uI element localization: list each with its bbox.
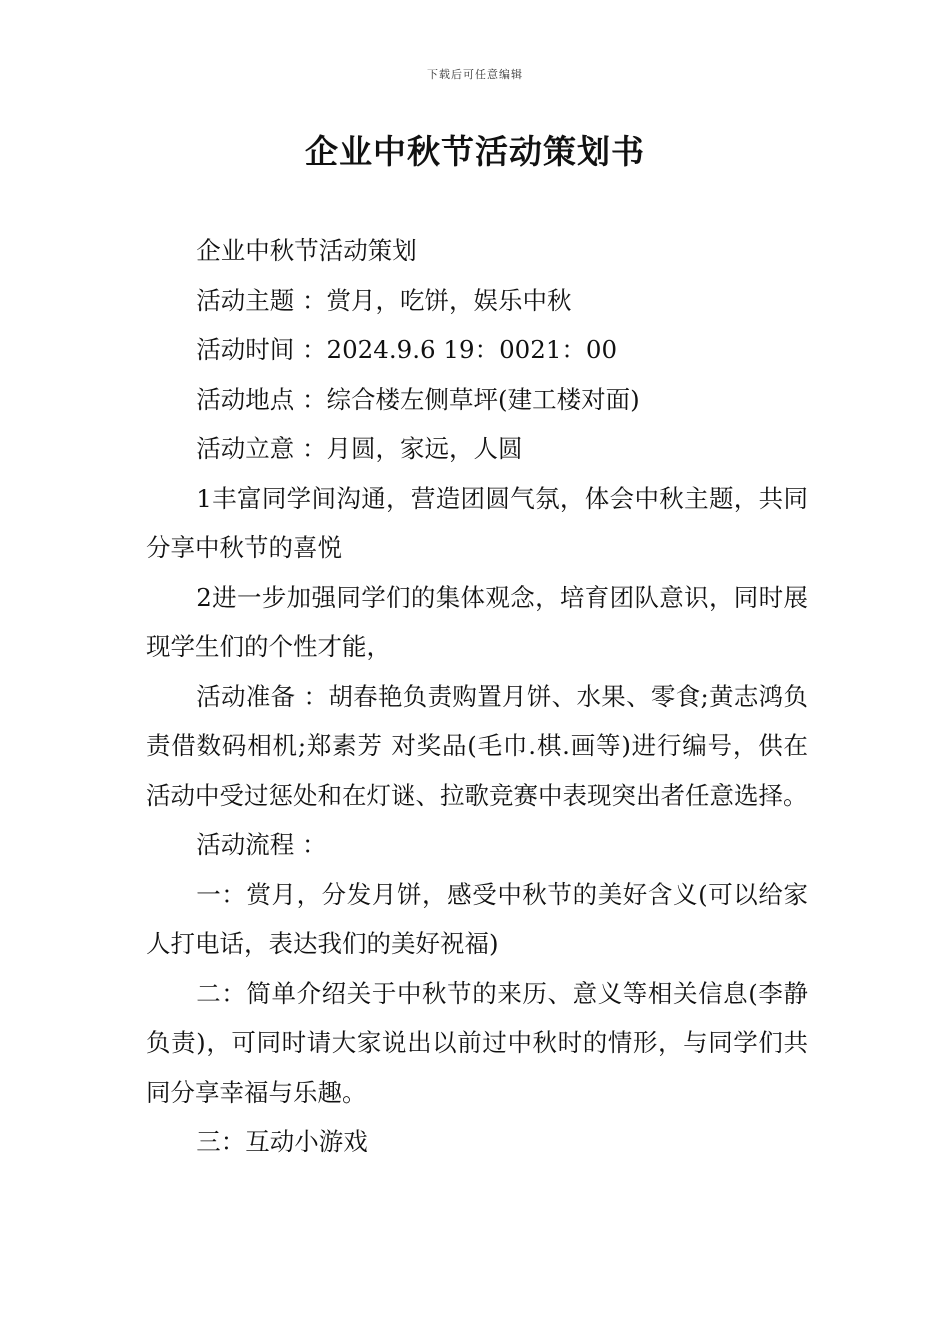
paragraph-goal-2: 2进一步加强同学们的集体观念，培育团队意识，同时展现学生们的个性才能， [146, 582, 808, 661]
paragraph-process-heading: 活动流程 ： [196, 830, 327, 859]
paragraph-subtitle: 企业中秋节活动策划 [196, 236, 417, 265]
header-note: 下载后可任意编辑 [427, 68, 523, 81]
document-body [146, 226, 808, 1167]
paragraph-purpose: 活动立意 ：月圆，家远，人圆 [196, 434, 523, 463]
paragraph-step-2: 二：简单介绍关于中秋节的来历、意义等相关信息(李静负责)，可同时请大家说出以前过中秋时的情形，与同学们共同分享幸福与乐趣。 [146, 978, 808, 1107]
paragraph-theme: 活动主题 ：赏月，吃饼，娱乐中秋 [196, 285, 572, 315]
paragraph-goal-1: 1丰富同学间沟通，营造团圆气氛，体会中秋主题，共同分享中秋节的喜悦 [146, 483, 808, 562]
paragraph-location: 活动地点 ：综合楼左侧草坪(建工楼对面) [196, 384, 640, 414]
document-title: 企业中秋节活动策划书 [305, 132, 645, 171]
paragraph-preparation: 活动准备 ：胡春艳负责购置月饼、水果、零食;黄志鸿负责借数码相机;郑素芳 对奖品(毛巾.棋.画等)进行编号，供在活动中受过惩处和在灯谜、拉歌竞赛中表现突出者任意选择。 [146, 681, 808, 810]
paragraph-time: 活动时间 ：2024.9.6 19：0021：00 [196, 335, 618, 364]
paragraph-step-3: 三：互动小游戏 [196, 1127, 368, 1156]
paragraph-step-1: 一：赏月，分发月饼，感受中秋节的美好含义(可以给家人打电话，表达我们的美好祝福) [146, 879, 808, 958]
